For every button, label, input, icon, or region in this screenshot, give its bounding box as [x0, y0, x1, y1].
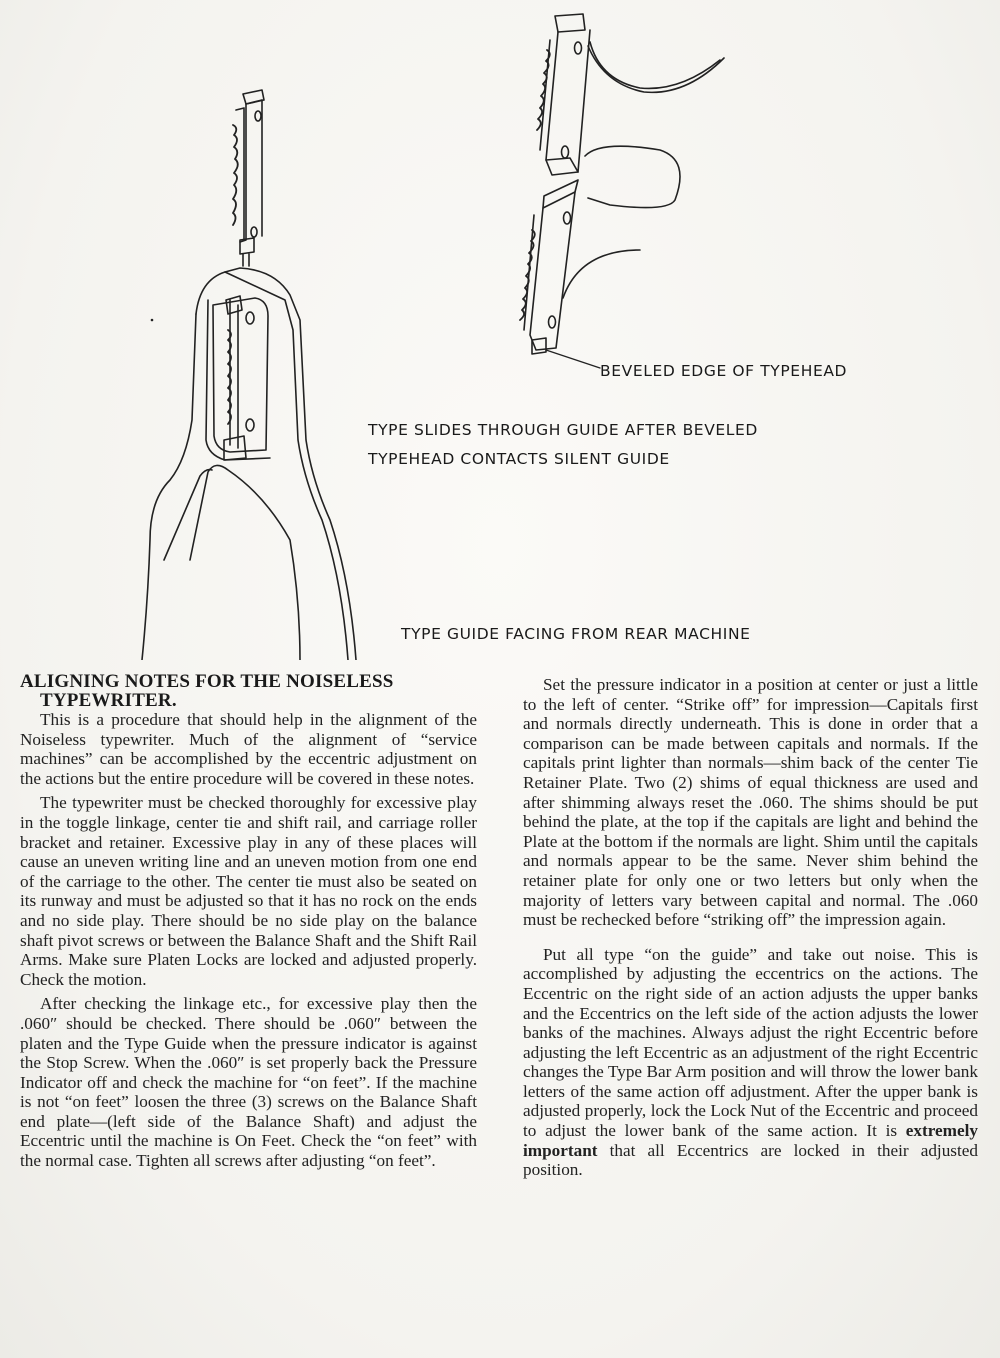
typehead-left-icon [233, 90, 264, 266]
paragraph-pressure-indicator: Set the pressure indicator in a position at center or just a little to the left of center. “Strike off” for impression—Capitals first and normals directly underneath. This is done in order that a comparison can be made between capitals and normals. If the capitals print lighter than normals—shim back of the center Tie Retainer Plate. Two (2) shims of equal thickness are used and after shimming always reset the .060. The shims should be put behind the plate, at the top if the capitals are light and behind the Plate at the bottom if the normals are light. Shim until the capitals and normals appear to be the same. Never shim behind the retainer plate for only one or two letters but only when the majority of letters vary between capital and normal. The .060 must be rechecked before “striking off” the impression again. [523, 675, 978, 930]
emphasis-text: extremely important [523, 1121, 978, 1160]
caption-line-1: TYPE SLIDES THROUGH GUIDE AFTER BEVELED [368, 421, 758, 439]
paragraph-060-check: After checking the linkage etc., for excessive play then the .060″ should be checked. There should be .060″ between the platen and the Type Guide when the pressure indicator is against the Stop Screw. When the .060″ is set properly back the Pressure Indicator off and check the machine for “on feet”. If the machine is not “on feet” loosen the three (3) screws on the Balance Shaft end plate—(left side of the Balance Shaft) and adjust the Eccentric until the machine is On Feet. Check the “on feet” with the normal case. Tighten all screws after adjusting “on feet”. [20, 994, 477, 1171]
typehead-upper-icon [537, 14, 724, 208]
type-guide-figure-caption: TYPE GUIDE FACING FROM REAR MACHINE [401, 625, 751, 643]
beveled-edge-callout: BEVELED EDGE OF TYPEHEAD [600, 362, 848, 380]
typehead-lower-icon [520, 180, 640, 368]
eccentrics-text-end: that all Eccentrics are locked in their adjusted position. [523, 1140, 978, 1180]
type-guide-drawing [142, 90, 356, 660]
typehead-figure-caption [368, 416, 758, 474]
paragraph-excessive-play: The typewriter must be checked thoroughly for excessive play in the toggle linkage, center tie and shift rail, and carriage roller bracket and retainer. Excessive play in any of these places will cause an uneven writing line and an uneven motion from one end of the carriage to the other. The center tie must also be seated on its runway and must be adjusted so that it has no rock on the ends and no side play. There should be no side play on the balance shaft pivot screws or between the Balance Shaft and the Shift Rail Arms. Make sure Platen Locks are locked and adjusted properly. Check the motion. [20, 793, 477, 989]
typehead-pair-drawing [520, 14, 724, 368]
callout-leader-line [546, 350, 600, 368]
paragraph-eccentrics [523, 945, 978, 1180]
illustrations [0, 0, 1000, 660]
title-line-1: ALIGNING NOTES FOR THE NOISELESS [20, 671, 394, 692]
eccentrics-text-start: Put all type “on the guide” and take out noise. This is accomplished by adjusting the eccentrics on the actions. The Eccentric on the right side of an action adjusts the upper banks and the Eccentrics on the left side of the action adjusts the lower banks of the machines. Always adjust the right Eccentric before adjusting the left Eccentric as an adjustment of the right Eccentric changes the Type Bar Arm position and will throw the lower bank letters of the same action off adjustment. After the upper bank is adjusted properly, lock the Lock Nut of the Eccentric and proceed to adjust the lower bank of the same action. It is [523, 944, 978, 1141]
article-title [20, 672, 477, 710]
left-column [20, 672, 477, 1171]
caption-line-2: TYPEHEAD CONTACTS SILENT GUIDE [368, 450, 670, 468]
paragraph-intro: This is a procedure that should help in the alignment of the Noiseless typewriter. Much of the alignment of “service machines” can be accomplished by the eccentric adjustment on the actions but the entire procedure will be covered in these notes. [20, 710, 477, 788]
right-column [523, 675, 978, 1180]
title-line-2: TYPEWRITER. [40, 690, 177, 711]
